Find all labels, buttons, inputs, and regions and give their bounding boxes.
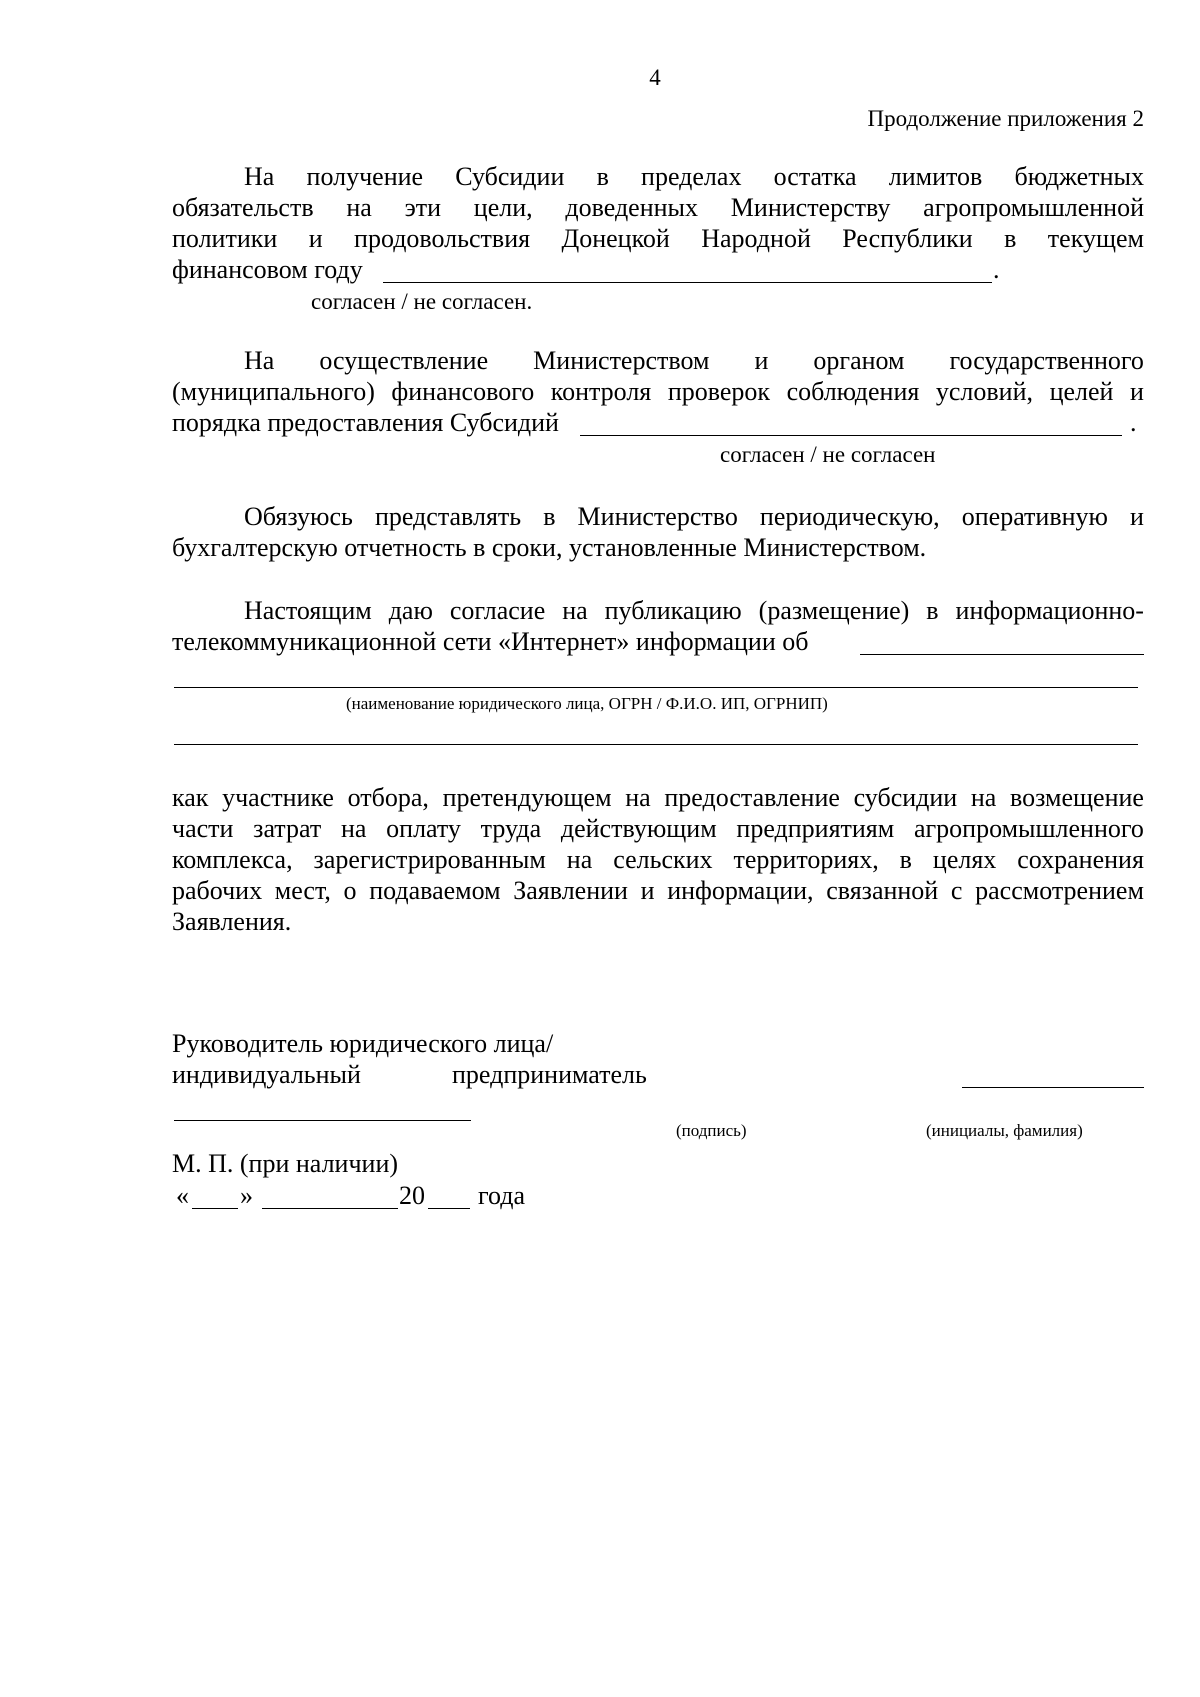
word: пределах: [641, 162, 742, 191]
word: бюджетных: [1014, 162, 1144, 191]
word: обязательств: [172, 193, 314, 222]
word: Министерству: [730, 193, 891, 222]
word: отбора,: [347, 783, 429, 812]
word: как: [172, 783, 209, 812]
word: комплекса,: [172, 845, 293, 874]
word: претендующем: [442, 783, 612, 812]
word: текущем: [1047, 224, 1144, 253]
word: Обязуюсь: [244, 502, 353, 531]
subsidy-line-3: [172, 223, 1144, 254]
date-close-quote: »: [240, 1181, 253, 1210]
word: остатка: [773, 162, 857, 191]
publication-line-2: телекоммуникационной сети «Интернет» информации об: [172, 627, 809, 656]
word: мест,: [274, 876, 331, 905]
signature-caption: (подпись): [676, 1121, 747, 1140]
publication-caption: (наименование юридического лица, ОГРН / Ф.И.О. ИП, ОГРНИП): [346, 694, 828, 713]
participant-line-1: [172, 782, 1144, 813]
word: и: [754, 346, 769, 375]
word: согласие: [449, 596, 546, 625]
word: и: [1130, 377, 1144, 406]
word: Донецкой: [561, 224, 670, 253]
word: Настоящим: [244, 596, 372, 625]
word: оплату: [386, 814, 461, 843]
stamp-label: М. П. (при наличии): [172, 1149, 399, 1178]
word: и: [1130, 502, 1144, 531]
word: На: [244, 346, 275, 375]
signatory-role-line-1: Руководитель юридического лица/: [172, 1029, 554, 1058]
word: условий,: [935, 377, 1034, 406]
participant-line-3: [172, 844, 1144, 875]
word: связанной: [826, 876, 939, 905]
date-month-field[interactable]: [262, 1208, 398, 1209]
word: зарегистрированным: [313, 845, 546, 874]
publication-line-1: [244, 595, 1144, 626]
reporting-line-1: [244, 501, 1144, 532]
subsidy-line-4: финансовом году: [172, 255, 363, 284]
control-agreement-hint: согласен / не согласен: [720, 442, 936, 467]
word: контроля: [550, 377, 652, 406]
word: на: [625, 783, 651, 812]
date-open-quote: «: [176, 1181, 189, 1210]
word: периодическую,: [759, 502, 940, 531]
word: проверок: [667, 377, 771, 406]
word: сохранения: [1017, 845, 1144, 874]
word: возмещение: [1010, 783, 1144, 812]
word: в: [899, 845, 912, 874]
word: получение: [306, 162, 424, 191]
word: Республики: [842, 224, 973, 253]
word: финансового: [391, 377, 535, 406]
word: территориях,: [733, 845, 879, 874]
publication-name-field-3[interactable]: [174, 744, 1138, 745]
word: Субсидии: [455, 162, 565, 191]
word: органом: [813, 346, 905, 375]
subsidy-line-1: [244, 161, 1144, 192]
word: о: [343, 876, 357, 905]
word: осуществление: [319, 346, 489, 375]
word: На: [244, 162, 275, 191]
word: части: [172, 814, 234, 843]
word: на: [340, 814, 367, 843]
word: информации,: [667, 876, 814, 905]
signatory-role-word-2: предприниматель: [452, 1060, 647, 1089]
word: соблюдения: [786, 377, 920, 406]
word: даю: [388, 596, 433, 625]
word: в: [1004, 224, 1017, 253]
word: представлять: [374, 502, 522, 531]
word: агропромышленного: [913, 814, 1144, 843]
signatory-name-field[interactable]: [174, 1120, 471, 1121]
word: в: [596, 162, 609, 191]
word: доведенных: [565, 193, 699, 222]
publication-name-field-1[interactable]: [860, 654, 1144, 655]
control-line-3: порядка предоставления Субсидий: [172, 408, 559, 437]
continuation-label: Продолжение приложения 2: [867, 106, 1144, 131]
control-line-2: [172, 376, 1144, 407]
control-line-3-end: .: [1130, 408, 1137, 437]
subsidy-line-4-end: .: [993, 255, 1000, 284]
word: на: [562, 596, 588, 625]
word: лимитов: [888, 162, 983, 191]
word: (муниципального): [172, 377, 375, 406]
word: публикацию: [604, 596, 742, 625]
participant-line-5: Заявления.: [172, 907, 292, 936]
word: затрат: [253, 814, 322, 843]
word: и: [308, 224, 323, 253]
word: участнике: [222, 783, 334, 812]
word: на: [566, 845, 593, 874]
word: целях: [932, 845, 997, 874]
word: оперативную: [961, 502, 1108, 531]
word: политики: [172, 224, 278, 253]
word: (размещение): [758, 596, 910, 625]
subsidy-line-2: [172, 192, 1144, 223]
date-suffix: года: [478, 1181, 526, 1210]
control-line-1: [244, 345, 1144, 376]
date-century: 20: [399, 1181, 425, 1210]
signatory-role-word-1: индивидуальный: [172, 1060, 361, 1089]
word: действующим: [560, 814, 717, 843]
date-day-field[interactable]: [192, 1208, 238, 1209]
subsidy-agreement-hint: согласен / не согласен.: [311, 289, 533, 314]
word: агропромышленной: [923, 193, 1144, 222]
word: подаваемом: [369, 876, 501, 905]
word: сельских: [613, 845, 713, 874]
word: целей: [1049, 377, 1114, 406]
word: на: [970, 783, 997, 812]
word: Министерством: [533, 346, 710, 375]
participant-line-4: [172, 875, 1144, 906]
word: предприятиям: [736, 814, 895, 843]
word: рассмотрением: [975, 876, 1144, 905]
word: Заявлении: [513, 876, 628, 905]
word: на: [346, 193, 372, 222]
word: в: [543, 502, 556, 531]
word: Народной: [701, 224, 811, 253]
subsidy-agreement-field[interactable]: [383, 282, 992, 283]
word: труда: [480, 814, 542, 843]
word: эти: [404, 193, 442, 222]
word: субсидии: [853, 783, 958, 812]
word: и: [640, 876, 655, 905]
word: цели,: [473, 193, 533, 222]
reporting-line-2: бухгалтерскую отчетность в сроки, установленные Министерством.: [172, 533, 927, 562]
date-year-field[interactable]: [428, 1208, 470, 1209]
word: в: [926, 596, 939, 625]
name-caption: (инициалы, фамилия): [926, 1121, 1083, 1140]
word: предоставление: [664, 783, 840, 812]
word: государственного: [949, 346, 1144, 375]
signature-field[interactable]: [962, 1087, 1144, 1088]
word: информационно-: [955, 596, 1144, 625]
word: с: [950, 876, 963, 905]
word: рабочих: [172, 876, 263, 905]
participant-line-2: [172, 813, 1144, 844]
word: Министерство: [577, 502, 738, 531]
word: продовольствия: [354, 224, 531, 253]
page-number: 4: [649, 65, 661, 90]
publication-name-field-2[interactable]: [174, 687, 1138, 688]
control-agreement-field[interactable]: [580, 435, 1122, 436]
